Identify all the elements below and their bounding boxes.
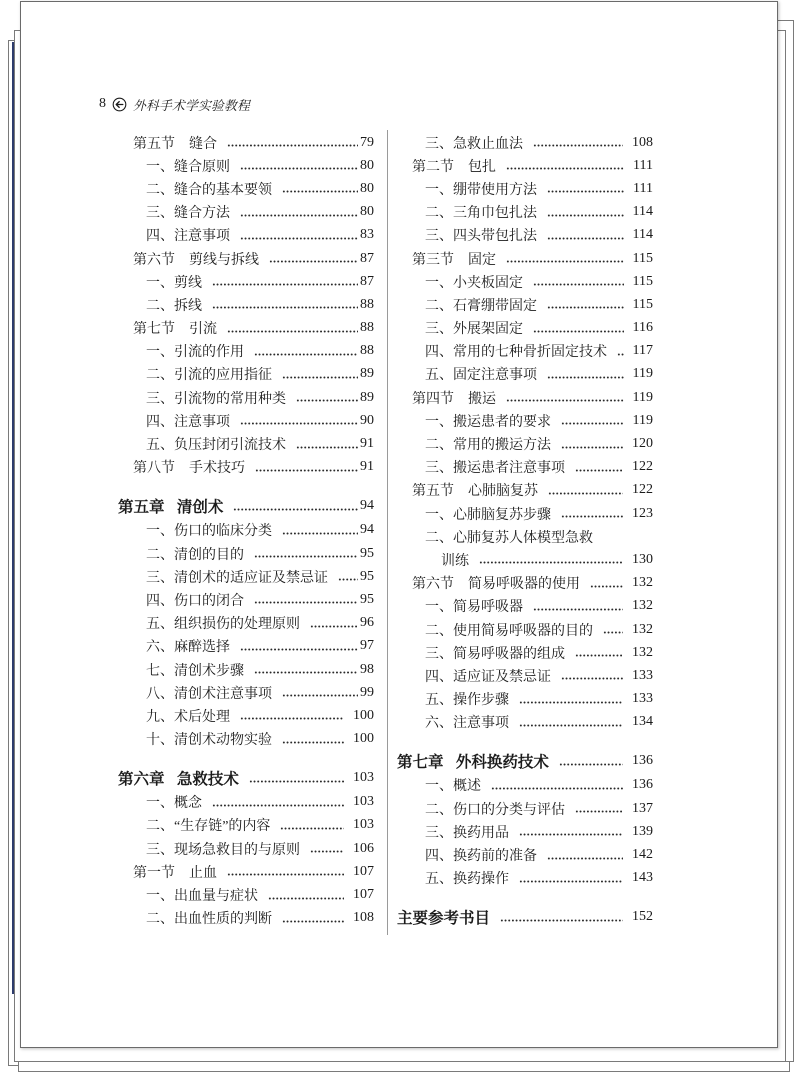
item-title: 三、急救止血法	[425, 136, 523, 152]
section-title: 手术技巧	[189, 461, 245, 477]
page-number: 115	[632, 250, 653, 266]
section-label: 第六节	[412, 577, 454, 593]
page-number: 133	[632, 667, 653, 683]
page-number: 134	[632, 714, 653, 730]
item-title: 一、引流的作用	[146, 345, 244, 361]
dot-leader	[519, 701, 623, 704]
toc-left-column	[118, 131, 374, 930]
item-entry	[397, 711, 653, 734]
page-number: 87	[360, 273, 374, 289]
section-entry	[397, 386, 653, 409]
item-title: 一、剪线	[146, 275, 202, 291]
dot-leader	[561, 422, 624, 425]
dot-leader	[240, 422, 358, 425]
dot-leader	[533, 283, 624, 286]
page-number: 108	[353, 910, 374, 926]
item-title: 三、现场急救目的与原则	[146, 842, 300, 858]
dot-leader	[282, 920, 344, 923]
section-entry	[397, 479, 653, 502]
item-title: 二、使用简易呼吸器的目的	[425, 623, 593, 639]
item-entry	[118, 565, 374, 588]
item-title: 二、清创的目的	[146, 547, 244, 563]
page-number: 119	[632, 366, 653, 382]
page-number: 80	[360, 180, 374, 196]
dot-leader	[280, 827, 344, 830]
section-title: 缝合	[189, 136, 217, 152]
item-entry	[118, 386, 374, 409]
item-entry	[118, 907, 374, 930]
page-number: 107	[353, 863, 374, 879]
dot-leader	[547, 237, 624, 240]
item-title: 十、清创术动物实验	[146, 733, 272, 749]
item-entry	[118, 728, 374, 751]
item-title: 一、概念	[146, 796, 202, 812]
dot-leader	[559, 763, 623, 766]
item-entry	[397, 502, 653, 525]
chapter-title: 主要参考书目	[397, 909, 491, 927]
item-entry	[118, 432, 374, 455]
section-title: 简易呼吸器的使用	[468, 577, 580, 593]
item-entry	[397, 177, 653, 200]
item-entry	[397, 664, 653, 687]
dot-leader	[575, 810, 623, 813]
dot-leader	[500, 919, 623, 922]
page-number: 136	[632, 777, 653, 793]
item-entry	[397, 843, 653, 866]
dot-leader	[296, 446, 358, 449]
dot-leader	[575, 654, 623, 657]
item-entry	[397, 641, 653, 664]
chapter-title: 急救技术	[176, 770, 239, 788]
item-entry	[118, 293, 374, 316]
section-entry	[118, 247, 374, 270]
item-entry	[397, 525, 653, 548]
dot-leader	[240, 237, 358, 240]
page-number: 152	[632, 908, 653, 924]
running-header	[99, 94, 250, 114]
dot-leader	[212, 283, 358, 286]
item-title: 二、心肺复苏人体模型急救	[425, 530, 593, 546]
item-entry	[118, 177, 374, 200]
dot-leader	[506, 167, 624, 170]
page-number: 114	[632, 204, 653, 220]
page-number: 106	[353, 840, 374, 856]
dot-leader	[269, 260, 358, 263]
item-title: 三、搬运患者注意事项	[425, 461, 565, 477]
page-number: 111	[633, 157, 653, 173]
item-title-continuation: 训练	[441, 553, 469, 569]
chapter-label: 第七章	[397, 753, 444, 771]
dot-leader	[603, 631, 623, 634]
item-title: 二、拆线	[146, 298, 202, 314]
item-title: 五、操作步骤	[425, 693, 509, 709]
section-entry	[397, 247, 653, 270]
item-entry	[118, 681, 374, 704]
item-title: 三、缝合方法	[146, 206, 230, 222]
item-entry	[397, 340, 653, 363]
item-title: 二、伤口的分类与评估	[425, 802, 565, 818]
item-entry	[397, 317, 653, 340]
item-title: 一、伤口的临床分类	[146, 524, 272, 540]
dot-leader	[575, 469, 623, 472]
page-number: 100	[353, 731, 374, 747]
page-number: 95	[360, 545, 374, 561]
page-number: 79	[360, 134, 374, 150]
dot-leader	[296, 399, 358, 402]
page-number: 100	[353, 707, 374, 723]
item-title: 六、麻醉选择	[146, 640, 230, 656]
item-entry	[118, 224, 374, 247]
section-label: 第五节	[412, 484, 454, 500]
page-number: 142	[632, 847, 653, 863]
dot-leader	[282, 741, 344, 744]
page-number: 88	[360, 320, 374, 336]
dot-leader	[240, 214, 358, 217]
section-entry	[397, 154, 653, 177]
item-title: 二、缝合的基本要领	[146, 182, 272, 198]
dot-leader	[240, 648, 358, 651]
dot-leader	[548, 492, 623, 495]
dot-leader	[227, 144, 358, 147]
item-title: 一、搬运患者的要求	[425, 414, 551, 430]
page-number: 119	[632, 389, 653, 405]
section-entry	[118, 317, 374, 340]
item-title: 二、三角巾包扎法	[425, 206, 537, 222]
item-entry	[118, 704, 374, 727]
item-title: 三、四头带包扎法	[425, 229, 537, 245]
section-label: 第三节	[412, 252, 454, 268]
dot-leader	[561, 446, 623, 449]
page-number: 89	[360, 366, 374, 382]
page-number: 133	[632, 691, 653, 707]
item-title: 五、组织损伤的处理原则	[146, 617, 300, 633]
dot-leader	[227, 330, 358, 333]
page-number: 132	[632, 644, 653, 660]
item-entry	[118, 588, 374, 611]
section-title: 固定	[468, 252, 496, 268]
page-number: 115	[632, 273, 653, 289]
item-entry	[397, 797, 653, 820]
page-number: 80	[360, 204, 374, 220]
item-title: 三、外展架固定	[425, 322, 523, 338]
item-entry	[118, 814, 374, 837]
dot-leader	[233, 508, 358, 511]
page-number: 120	[632, 436, 653, 452]
page-number: 137	[632, 800, 653, 816]
dot-leader	[212, 804, 344, 807]
dot-leader	[590, 585, 623, 588]
item-title: 二、常用的搬运方法	[425, 438, 551, 454]
dot-leader	[240, 717, 344, 720]
item-title: 四、换药前的准备	[425, 849, 537, 865]
item-title: 五、换药操作	[425, 872, 509, 888]
chapter-entry	[118, 493, 374, 519]
item-entry	[118, 270, 374, 293]
item-title: 一、出血量与症状	[146, 889, 258, 905]
item-entry	[397, 820, 653, 843]
page-number: 87	[360, 250, 374, 266]
item-title: 三、换药用品	[425, 825, 509, 841]
dot-leader	[254, 353, 358, 356]
section-label: 第七节	[133, 322, 175, 338]
dot-leader	[254, 555, 358, 558]
item-entry	[118, 363, 374, 386]
toc-right-column	[397, 131, 653, 930]
item-entry	[118, 409, 374, 432]
item-title: 七、清创术步骤	[146, 663, 244, 679]
chapter-entry	[118, 765, 374, 791]
chapter-title: 外科换药技术	[455, 753, 549, 771]
item-entry	[118, 542, 374, 565]
page-number: 103	[353, 769, 374, 785]
item-entry-continuation	[397, 548, 653, 571]
dot-leader	[547, 857, 623, 860]
section-label: 第四节	[412, 391, 454, 407]
page-number: 80	[360, 157, 374, 173]
section-entry	[118, 860, 374, 883]
item-title: 二、出血性质的判断	[146, 912, 272, 928]
chapter-title: 清创术	[176, 498, 224, 516]
page-number: 103	[353, 817, 374, 833]
dot-leader	[249, 780, 344, 783]
dot-leader	[310, 850, 344, 853]
dot-leader	[268, 897, 344, 900]
dot-leader	[533, 330, 624, 333]
page-number: 136	[632, 752, 653, 768]
item-title: 一、缝合原则	[146, 159, 230, 175]
dot-leader	[561, 515, 623, 518]
section-label: 第五节	[133, 136, 175, 152]
page-number: 122	[632, 459, 653, 475]
section-label: 第一节	[133, 865, 175, 881]
page-number: 116	[632, 320, 653, 336]
item-title: 九、术后处理	[146, 709, 230, 725]
item-title: 三、引流物的常用种类	[146, 391, 286, 407]
item-entry	[397, 595, 653, 618]
page-number: 139	[632, 823, 653, 839]
section-entry	[397, 572, 653, 595]
page-number: 88	[360, 296, 374, 312]
item-entry	[397, 270, 653, 293]
page-number: 94	[360, 497, 374, 513]
dot-leader	[617, 353, 624, 356]
page-number: 111	[633, 180, 653, 196]
dot-leader	[533, 144, 623, 147]
page-number: 130	[632, 551, 653, 567]
section-title: 止血	[189, 865, 217, 881]
item-title: 一、概述	[425, 779, 481, 795]
section-label: 第八节	[133, 461, 175, 477]
dot-leader	[547, 190, 624, 193]
page-number: 107	[353, 887, 374, 903]
section-title: 心肺脑复苏	[468, 484, 538, 500]
dot-leader	[212, 306, 358, 309]
item-entry	[118, 340, 374, 363]
item-title: 二、“生存链”的内容	[146, 819, 271, 835]
item-entry	[397, 201, 653, 224]
dot-leader	[533, 608, 623, 611]
item-title: 八、清创术注意事项	[146, 686, 272, 702]
item-title: 一、心肺脑复苏步骤	[425, 507, 551, 523]
page-number: 91	[360, 436, 374, 452]
left-arrow-circle-icon	[112, 97, 127, 112]
page-number: 95	[360, 591, 374, 607]
section-title: 引流	[189, 322, 217, 338]
page-number: 132	[632, 575, 653, 591]
column-divider	[387, 130, 388, 935]
page-number-header: 8	[99, 96, 106, 111]
dot-leader	[561, 677, 623, 680]
item-entry	[397, 293, 653, 316]
item-title: 一、简易呼吸器	[425, 600, 523, 616]
item-entry	[118, 658, 374, 681]
dot-leader	[227, 873, 344, 876]
item-entry	[118, 154, 374, 177]
item-title: 六、注意事项	[425, 716, 509, 732]
page-number: 117	[632, 343, 653, 359]
dot-leader	[519, 833, 623, 836]
item-entry	[397, 456, 653, 479]
page-number: 108	[632, 134, 653, 150]
chapter-label: 第五章	[118, 498, 165, 516]
section-title: 剪线与拆线	[189, 252, 259, 268]
item-entry	[397, 688, 653, 711]
dot-leader	[282, 532, 358, 535]
page-number: 122	[632, 482, 653, 498]
dot-leader	[254, 601, 358, 604]
page-number: 83	[360, 227, 374, 243]
item-entry	[118, 519, 374, 542]
item-title: 五、固定注意事项	[425, 368, 537, 384]
item-entry	[397, 224, 653, 247]
dot-leader	[254, 671, 358, 674]
item-title: 四、适应证及禁忌证	[425, 669, 551, 685]
page-number: 94	[360, 522, 374, 538]
page-number: 99	[360, 684, 374, 700]
item-title: 二、石膏绷带固定	[425, 298, 537, 314]
page-number: 132	[632, 621, 653, 637]
dot-leader	[282, 190, 358, 193]
item-entry	[397, 774, 653, 797]
section-label: 第二节	[412, 159, 454, 175]
dot-leader	[519, 724, 623, 727]
item-entry	[118, 201, 374, 224]
item-title: 一、小夹板固定	[425, 275, 523, 291]
dot-leader	[506, 260, 624, 263]
page-number: 132	[632, 598, 653, 614]
item-title: 四、注意事项	[146, 414, 230, 430]
chapter-entry	[397, 904, 653, 930]
dot-leader	[282, 376, 358, 379]
page-number: 123	[632, 505, 653, 521]
section-title: 包扎	[468, 159, 496, 175]
chapter-label: 第六章	[118, 770, 165, 788]
page-number: 95	[360, 568, 374, 584]
item-entry	[118, 612, 374, 635]
item-entry	[118, 791, 374, 814]
dot-leader	[506, 399, 624, 402]
item-entry	[397, 867, 653, 890]
item-title: 五、负压封闭引流技术	[146, 438, 286, 454]
dot-leader	[547, 214, 624, 217]
dot-leader	[255, 469, 358, 472]
page-number: 114	[632, 227, 653, 243]
item-entry	[118, 635, 374, 658]
dot-leader	[547, 306, 624, 309]
chapter-entry	[397, 748, 653, 774]
dot-leader	[491, 787, 623, 790]
page-number: 97	[360, 638, 374, 654]
item-title: 二、引流的应用指征	[146, 368, 272, 384]
item-title: 一、绷带使用方法	[425, 182, 537, 198]
section-title: 搬运	[468, 391, 496, 407]
page-number: 143	[632, 870, 653, 886]
page-number: 88	[360, 343, 374, 359]
dot-leader	[479, 561, 623, 564]
page-number: 91	[360, 459, 374, 475]
page-number: 96	[360, 615, 374, 631]
dot-leader	[519, 880, 623, 883]
item-entry	[118, 837, 374, 860]
section-label: 第六节	[133, 252, 175, 268]
section-entry	[118, 131, 374, 154]
dot-leader	[338, 578, 358, 581]
item-title: 三、清创术的适应证及禁忌证	[146, 570, 328, 586]
page-number: 115	[632, 296, 653, 312]
item-title: 四、常用的七种骨折固定技术	[425, 345, 607, 361]
dot-leader	[310, 625, 358, 628]
dot-leader	[240, 167, 358, 170]
item-entry	[397, 409, 653, 432]
page-number: 98	[360, 661, 374, 677]
item-entry	[397, 432, 653, 455]
page-number: 103	[353, 794, 374, 810]
book-title: 外科手术学实验教程	[133, 98, 250, 113]
item-title: 三、简易呼吸器的组成	[425, 646, 565, 662]
item-entry	[397, 131, 653, 154]
item-entry	[397, 618, 653, 641]
page-number: 90	[360, 412, 374, 428]
item-title: 四、注意事项	[146, 229, 230, 245]
page-number: 119	[632, 412, 653, 428]
page-number: 89	[360, 389, 374, 405]
dot-leader	[547, 376, 624, 379]
item-entry	[397, 363, 653, 386]
item-entry	[118, 883, 374, 906]
dot-leader	[282, 694, 358, 697]
section-entry	[118, 456, 374, 479]
item-title: 四、伤口的闭合	[146, 593, 244, 609]
